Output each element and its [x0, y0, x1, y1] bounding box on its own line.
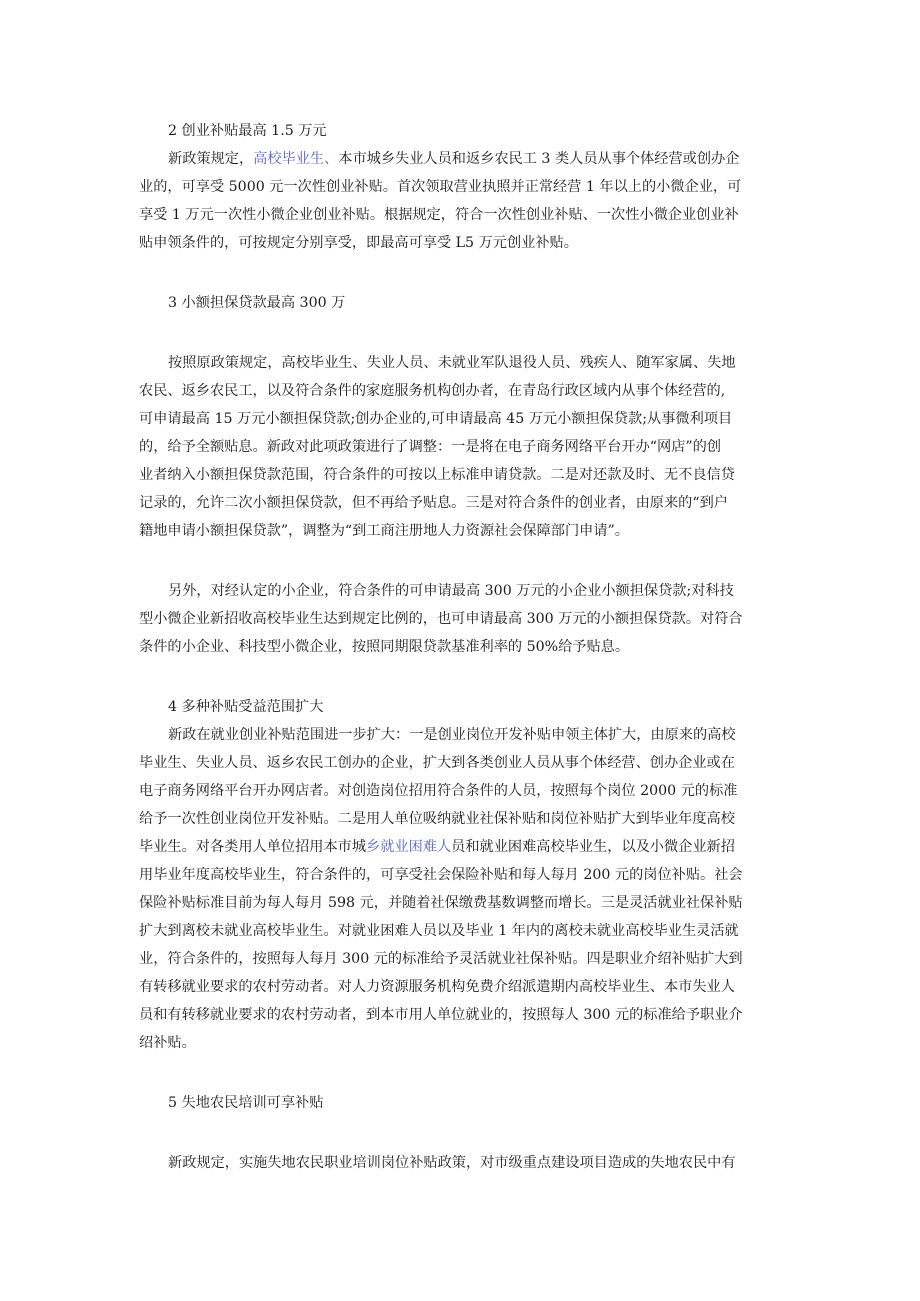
section-3-para-line: 可申请最高 15 万元小额担保贷款;创办企业的,可申请最高 45 万元小额担保贷款;从事微利项目 — [139, 411, 733, 427]
section-4-para-line: 扩大到离校未就业高校毕业生。对就业困难人员以及毕业 1 年内的离校未就业高校毕业生灵活就 — [139, 923, 739, 939]
section-3-para-line: 的，给予全额贴息。新政对此项政策进行了调整：一是将在电子商务网络平台开办“网店”的创 — [139, 439, 722, 455]
section-5-para-line: 新政规定，实施失地农民职业培训岗位补贴政策，对市级重点建设项目造成的失地农民中有 — [168, 1155, 736, 1171]
section-3-para2-line: 型小微企业新招收高校毕业生达到规定比例的，也可申请最高 300 万元的小额担保贷款。对符合 — [139, 611, 743, 627]
section-2-para-line: 贴申领条件的，可按规定分别享受，即最高可享受 L5 万元创业补贴。 — [139, 235, 578, 251]
link-employment-difficulty[interactable]: 乡就业困难人 — [366, 839, 452, 855]
text-span: 本市城乡失业人员和返乡农民工 3 类人员从事个体经营或创办企 — [338, 151, 740, 167]
section-3-para-line: 籍地申请小额担保贷款”，调整为“到工商注册地人力资源社会保障部门申请”。 — [139, 523, 629, 539]
section-2-heading: 2 创业补贴最高 1.5 万元 — [168, 123, 327, 139]
section-4-para-line: 电子商务网络平台开办网店者。对创造岗位招用符合条件的人员，按照每个岗位 2000 元的标准 — [139, 783, 738, 799]
text-span: 新政策规定， — [168, 151, 254, 167]
section-4-para-line: 员和有转移就业要求的农村劳动者，到本市用人单位就业的，按照每人 300 元的标准给予职业介 — [139, 1007, 743, 1023]
section-4-para-line: 毕业生、失业人员、返乡农民工创办的企业，扩大到各类创业人员从事个体经营、创办企业或在 — [139, 755, 735, 771]
link-graduates[interactable]: 高校毕业生、 — [253, 151, 339, 167]
text-span: 毕业生。对各类用人单位招用本市城 — [139, 839, 367, 855]
section-2-para-line: 享受 1 万元一次性小微企业创业补贴。根据规定，符合一次性创业补贴、一次性小微企业创业补 — [139, 207, 739, 223]
section-4-para-line: 用毕业年度高校毕业生，符合条件的，可享受社会保险补贴和每人每月 200 元的岗位补贴。社会 — [139, 867, 743, 883]
section-4-para-line: 有转移就业要求的农村劳动者。对人力资源服务机构免费介绍派遣期内高校毕业生、本市失业人 — [139, 979, 735, 995]
section-2-para-line — [168, 149, 739, 169]
section-4-para-line: 业，符合条件的，按照每人每月 300 元的标准给予灵活就业社保补贴。四是职业介绍补贴扩大到 — [139, 951, 743, 967]
section-4-heading: 4 多种补贴受益范围扩大 — [168, 699, 324, 715]
section-4-para-line — [139, 837, 735, 857]
section-4-para-line: 绍补贴。 — [139, 1035, 196, 1051]
section-4-para-line: 给予一次性创业岗位开发补贴。二是用人单位吸纳就业社保补贴和岗位补贴扩大到毕业年度高校 — [139, 811, 735, 827]
section-5-heading: 5 失地农民培训可享补贴 — [168, 1095, 324, 1111]
section-3-para-line: 业者纳入小额担保贷款范围，符合条件的可按以上标准申请贷款。二是对还款及时、无不良信贷 — [139, 467, 735, 483]
section-3-heading: 3 小额担保贷款最高 300 万 — [168, 295, 346, 311]
section-4-para-line: 新政在就业创业补贴范围进一步扩大：一是创业岗位开发补贴申领主体扩大，由原来的高校 — [168, 727, 736, 743]
section-3-para-line: 记录的，允许二次小额担保贷款，但不再给予贴息。三是对符合条件的创业者，由原来的“到户 — [139, 495, 728, 511]
section-3-para2-line: 另外，对经认定的小企业，符合条件的可申请最高 300 万元的小企业小额担保贷款;对科技 — [168, 583, 734, 599]
section-3-para2-line: 条件的小企业、科技型小微企业，按照同期限贷款基准利率的 50%给予贴息。 — [139, 639, 630, 655]
section-2-para-line: 业的，可享受 5000 元一次性创业补贴。首次领取营业执照并正常经营 1 年以上的小微企业，可 — [139, 179, 742, 195]
section-3-para-line: 农民、返乡农民工，以及符合条件的家庭服务机构创办者，在青岛行政区域内从事个体经营的, — [139, 383, 726, 399]
section-4-para-line: 保险补贴标准目前为每人每月 598 元，并随着社保缴费基数调整而增长。三是灵活就业社保补贴 — [139, 895, 743, 911]
text-span: 员和就业困难高校毕业生，以及小微企业新招 — [451, 839, 735, 855]
section-3-para-line: 按照原政策规定，高校毕业生、失业人员、未就业军队退役人员、残疾人、随军家属、失地 — [168, 355, 736, 371]
